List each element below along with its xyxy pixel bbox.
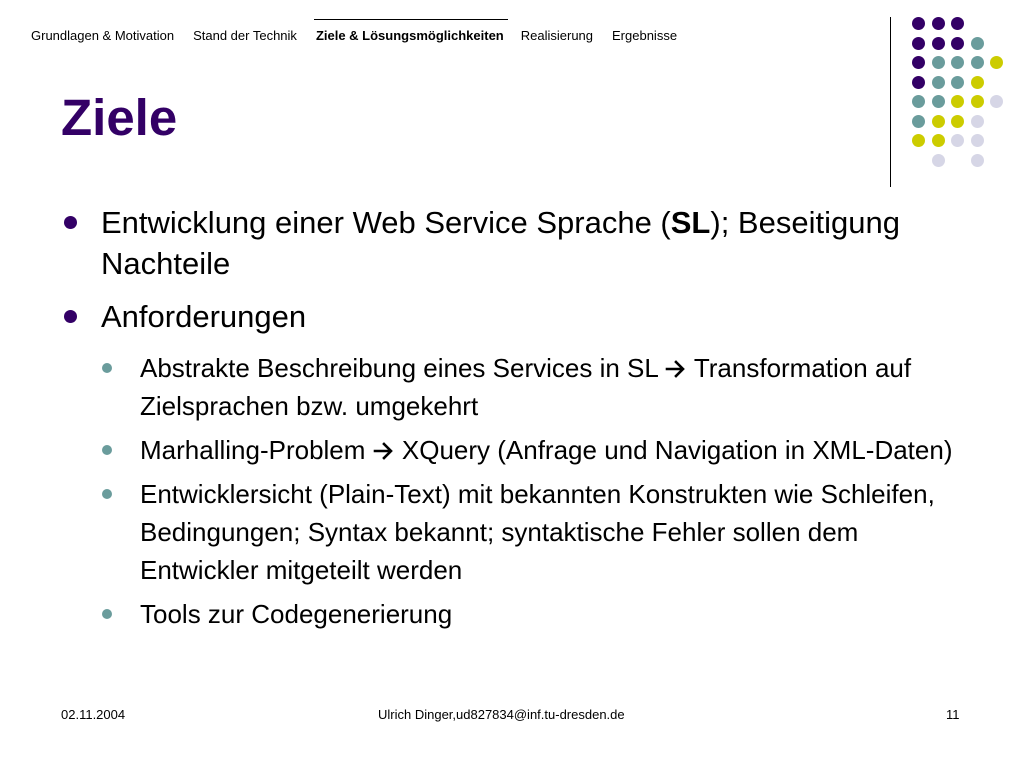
decorative-dot [912,37,925,50]
nav-item-ergebnisse[interactable]: Ergebnisse [612,28,678,43]
decorative-dot [971,37,984,50]
sub-bullet-item [102,431,964,469]
sub-bullet-dot [102,609,112,619]
bullet-text-bold: SL [670,205,711,240]
bullet-text: Anforderungen [101,299,307,334]
decorative-dot [951,76,964,89]
decorative-dot [932,115,945,128]
bullet-list [64,202,964,639]
decorative-dot [932,134,945,147]
decorative-dot [912,17,925,30]
decorative-dot [912,115,925,128]
decorative-dot [912,134,925,147]
sub-bullet-text: XQuery (Anfrage und Navigation in XML-Daten) [394,435,953,465]
bullet-item [64,202,964,284]
decorative-dot [951,134,964,147]
nav-item-stand-der-technik[interactable]: Stand der Technik [193,28,297,43]
nav-item-grundlagen[interactable]: Grundlagen & Motivation [31,28,175,43]
decorative-dot [932,37,945,50]
sub-bullet-dot [102,363,112,373]
decorative-dot [971,154,984,167]
decorative-dot [912,56,925,69]
decorative-dot [971,56,984,69]
bullet-dot [64,216,77,229]
sub-bullet-dot [102,489,112,499]
decorative-dot [971,95,984,108]
decorative-dot [912,76,925,89]
vertical-divider [890,17,891,187]
sub-bullet-text: Transformation auf Zielsprachen bzw. umgekehrt [140,353,912,421]
sub-bullet-item [102,475,964,589]
decorative-dot [951,17,964,30]
nav-item-realisierung[interactable]: Realisierung [520,28,594,43]
decorative-dot [912,95,925,108]
bullet-text: Entwicklung einer Web Service Sprache ( [101,205,671,240]
sub-bullet-item [102,595,964,633]
decorative-dot [971,115,984,128]
arrow-right-icon [665,359,687,379]
decorative-dot [951,37,964,50]
arrow-right-icon [373,441,395,461]
decorative-dot [932,76,945,89]
decorative-dot [971,134,984,147]
decorative-dot [932,17,945,30]
slide-title: Ziele [61,89,178,146]
bullet-item [64,296,964,337]
decorative-dot [951,115,964,128]
top-navigation [31,28,696,43]
sub-bullet-item [102,349,964,425]
decorative-dot [932,154,945,167]
decorative-dot [990,56,1003,69]
decorative-dot [932,95,945,108]
bullet-dot [64,310,77,323]
sub-bullet-text: Abstrakte Beschreibung eines Services in SL [140,353,666,383]
decorative-dot [971,76,984,89]
decorative-dot [951,56,964,69]
decorative-dot [932,56,945,69]
sub-bullet-text: Marhalling-Problem [140,435,373,465]
decorative-dot [951,95,964,108]
footer-page-number: 11 [946,707,960,722]
footer-author: Ulrich Dinger,ud827834@inf.tu-dresden.de [378,707,625,722]
bullet-text: ); Beseitigung Nachteile [101,205,900,281]
nav-item-ziele-active[interactable]: Ziele & Lösungsmöglichkeiten [315,28,504,43]
decorative-dot [990,95,1003,108]
sub-bullet-text: Tools zur Codegenerierung [140,599,453,629]
sub-bullet-text: Entwicklersicht (Plain-Text) mit bekannten Konstrukten wie Schleifen, Bedingungen; Syntax bekannt; syntaktische Fehler sollen dem Entwickler mitgeteilt werden [140,479,935,585]
footer-date: 02.11.2004 [61,707,126,722]
sub-bullet-dot [102,445,112,455]
